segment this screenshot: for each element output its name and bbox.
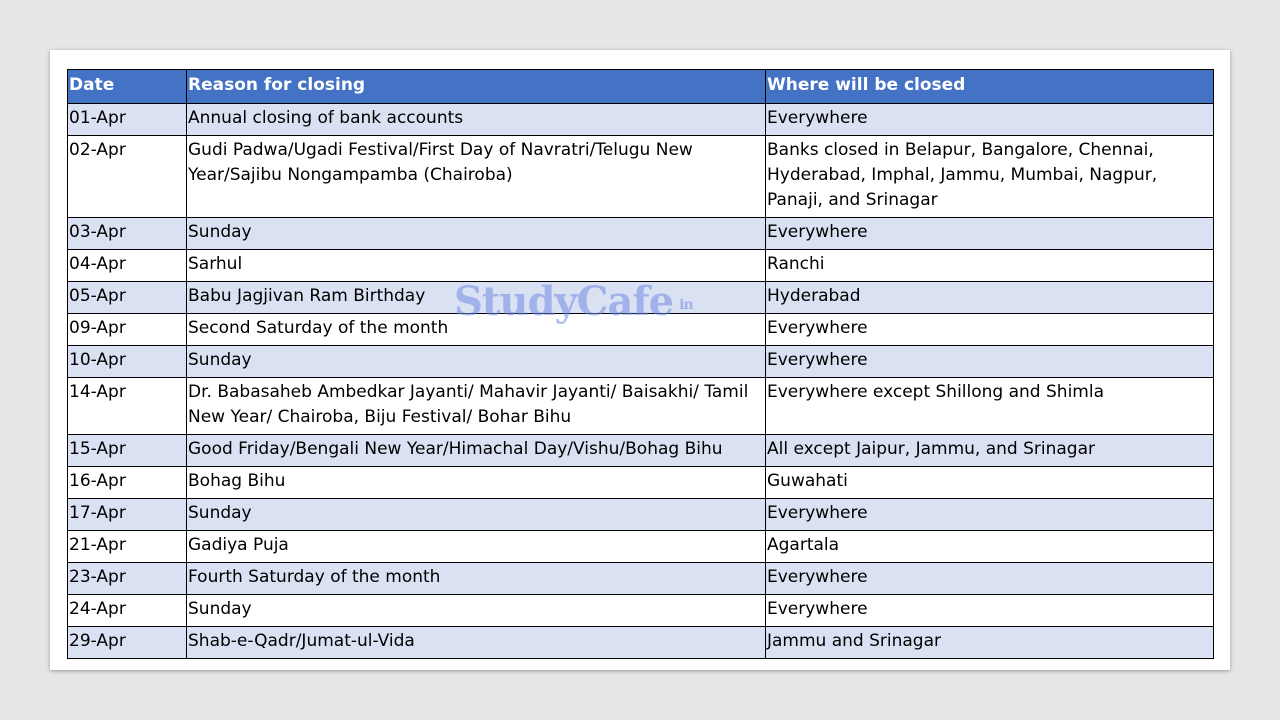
table-body [68,104,1214,659]
cell-where: All except Jaipur, Jammu, and Srinagar [766,435,1214,467]
cell-reason: Dr. Babasaheb Ambedkar Jayanti/ Mahavir Jayanti/ Baisakhi/ Tamil New Year/ Chairoba, Biju Festival/ Bohar Bihu [187,378,766,435]
cell-where: Everywhere [766,104,1214,136]
cell-reason: Annual closing of bank accounts [187,104,766,136]
cell-date: 16-Apr [68,467,187,499]
cell-where: Everywhere [766,346,1214,378]
table-row [68,563,1214,595]
cell-date: 23-Apr [68,563,187,595]
header-date: Date [68,70,187,104]
cell-where: Everywhere [766,218,1214,250]
cell-date: 21-Apr [68,531,187,563]
cell-where: Everywhere [766,314,1214,346]
cell-reason: Gudi Padwa/Ugadi Festival/First Day of Navratri/Telugu New Year/Sajibu Nongampamba (Chairoba) [187,136,766,218]
cell-where: Everywhere except Shillong and Shimla [766,378,1214,435]
cell-where: Ranchi [766,250,1214,282]
table-row [68,595,1214,627]
table-row [68,435,1214,467]
table-row [68,314,1214,346]
cell-reason: Sunday [187,218,766,250]
table-row [68,282,1214,314]
cell-date: 09-Apr [68,314,187,346]
cell-date: 14-Apr [68,378,187,435]
cell-where: Guwahati [766,467,1214,499]
header-reason: Reason for closing [187,70,766,104]
bank-holidays-table [67,69,1214,659]
table-row [68,467,1214,499]
cell-where: Jammu and Srinagar [766,627,1214,659]
cell-date: 15-Apr [68,435,187,467]
bank-holidays-table-wrap [67,69,1213,659]
cell-date: 17-Apr [68,499,187,531]
table-row [68,499,1214,531]
cell-where: Everywhere [766,563,1214,595]
table-row [68,346,1214,378]
cell-date: 02-Apr [68,136,187,218]
cell-date: 24-Apr [68,595,187,627]
cell-reason: Second Saturday of the month [187,314,766,346]
cell-reason: Sunday [187,346,766,378]
cell-date: 04-Apr [68,250,187,282]
cell-reason: Good Friday/Bengali New Year/Himachal Day/Vishu/Bohag Bihu [187,435,766,467]
table-row [68,250,1214,282]
cell-reason: Fourth Saturday of the month [187,563,766,595]
cell-reason: Shab-e-Qadr/Jumat-ul-Vida [187,627,766,659]
watermark-mark: in [679,297,693,313]
table-row [68,104,1214,136]
cell-reason: Bohag Bihu [187,467,766,499]
table-header-row [68,70,1214,104]
cell-where: Agartala [766,531,1214,563]
watermark-text: StudyCafe [454,278,674,325]
cell-reason: Babu Jagjivan Ram Birthday [187,282,766,314]
table-row [68,531,1214,563]
cell-where: Everywhere [766,499,1214,531]
cell-date: 01-Apr [68,104,187,136]
cell-reason: Sunday [187,499,766,531]
cell-where: Everywhere [766,595,1214,627]
cell-where: Hyderabad [766,282,1214,314]
cell-reason: Gadiya Puja [187,531,766,563]
cell-reason: Sarhul [187,250,766,282]
cell-where: Banks closed in Belapur, Bangalore, Chennai, Hyderabad, Imphal, Jammu, Mumbai, Nagpur, Panaji, and Srinagar [766,136,1214,218]
cell-date: 29-Apr [68,627,187,659]
cell-date: 05-Apr [68,282,187,314]
table-row [68,218,1214,250]
header-where: Where will be closed [766,70,1214,104]
table-row [68,136,1214,218]
slide-canvas [50,50,1230,670]
cell-date: 03-Apr [68,218,187,250]
table-row [68,378,1214,435]
cell-reason: Sunday [187,595,766,627]
cell-date: 10-Apr [68,346,187,378]
table-row [68,627,1214,659]
